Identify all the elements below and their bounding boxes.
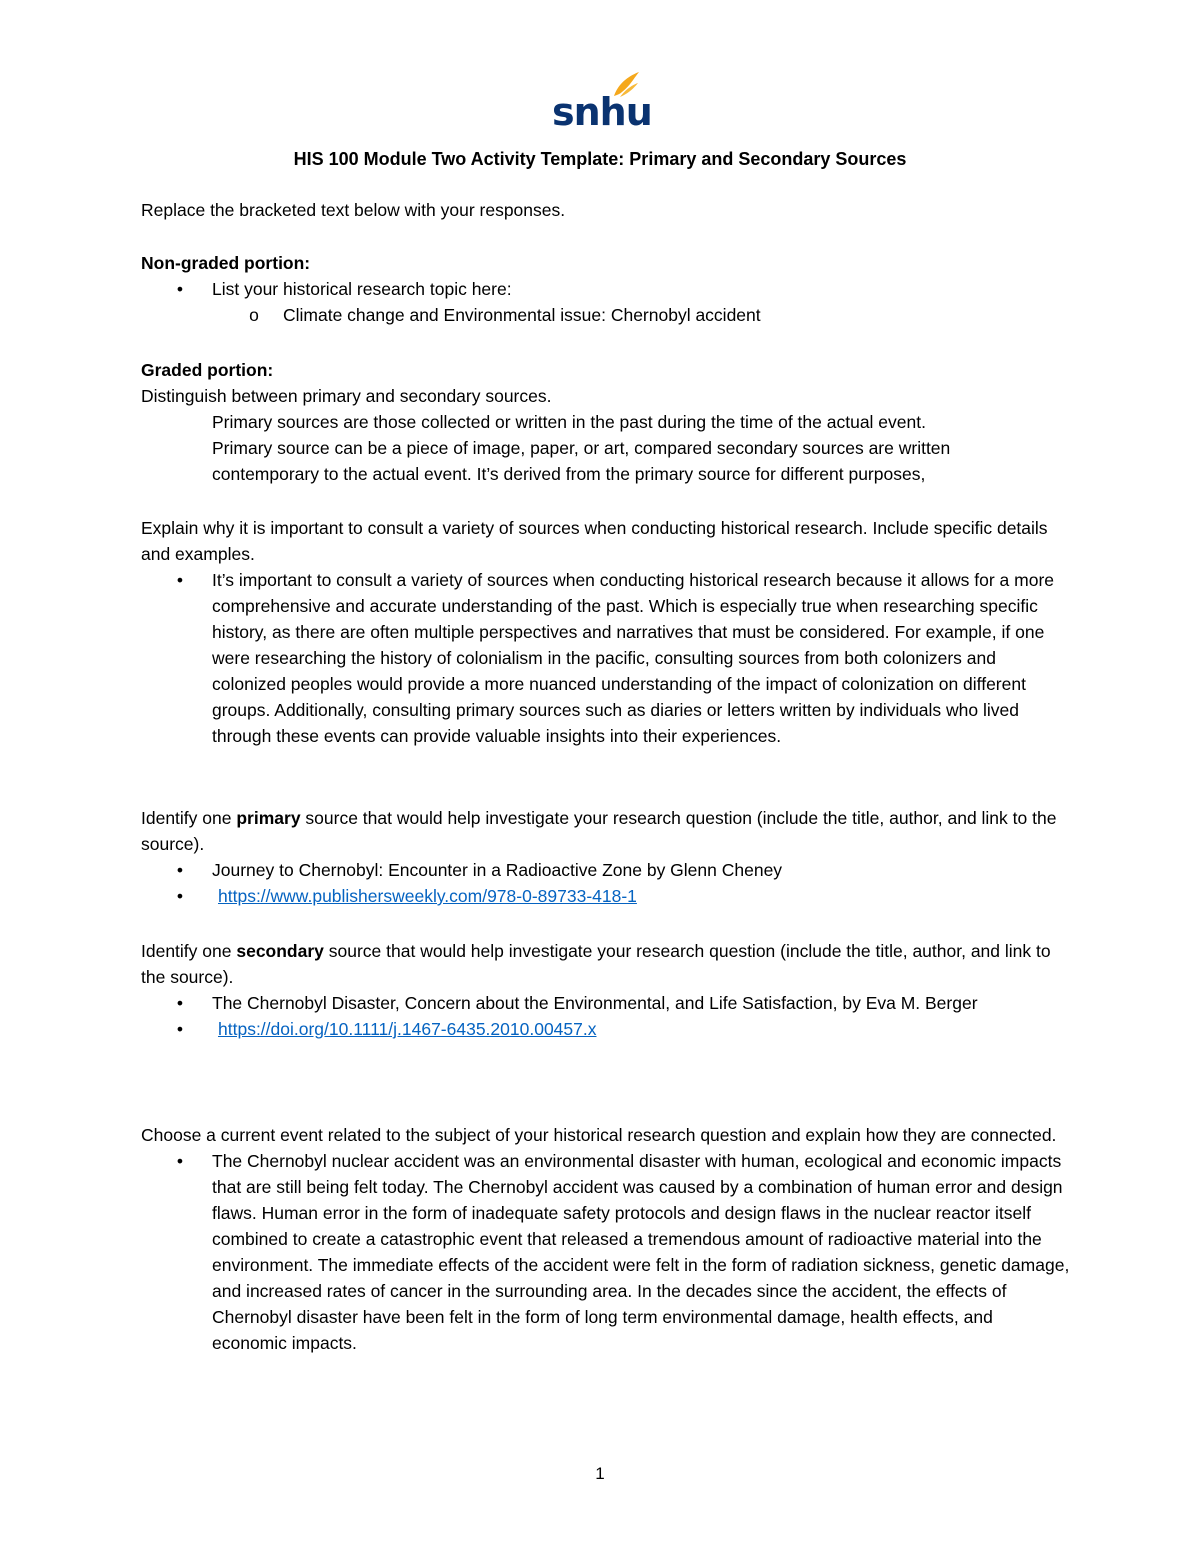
- secondary-prompt-start: Identify one: [141, 941, 237, 961]
- secondary-source-link[interactable]: https://doi.org/10.1111/j.1467-6435.2010.00457.x: [218, 1019, 597, 1039]
- sub-bullet-icon: o: [249, 305, 259, 325]
- variety-answer: It’s important to consult a variety of sources when conducting historical research because it allows for a more comprehensive and accurate understanding of the past. Which is especially true when researching specific history, as there are often multiple perspectives and narratives that must be considered. For example, if one were researching the history of colonialism in the pacific, consulting sources from both colonizers and colonized peoples would provide a more nuanced understanding of the impact of colonization on different groups. Additionally, consulting primary sources such as diaries or letters written by individuals who lived through these events can provide valuable insights into their experiences.: [212, 570, 1055, 746]
- distinguish-answer-line: Primary sources are those collected or written in the past during the time of the actual event.: [212, 412, 926, 432]
- intro-paragraph: [141, 197, 1071, 223]
- logo-wordmark: snhu: [552, 90, 652, 134]
- page-number: 1: [595, 1464, 605, 1483]
- sub-list-item: [141, 302, 1071, 328]
- intro-text: Replace the bracketed text below with your responses.: [141, 200, 566, 220]
- primary-source-section: [141, 805, 1071, 909]
- distinguish-prompt: Distinguish between primary and secondary sources.: [141, 386, 552, 406]
- distinguish-answer-line: Primary source can be a piece of image, paper, or art, compared secondary sources are written: [212, 438, 951, 458]
- secondary-source-title: The Chernobyl Disaster, Concern about the Environmental, and Life Satisfaction, by Eva M. Berger: [212, 993, 978, 1013]
- bullet-icon: •: [176, 1151, 184, 1171]
- list-item: [141, 1016, 1071, 1042]
- bullet-icon: •: [176, 860, 184, 880]
- current-event-answer: The Chernobyl nuclear accident was an environmental disaster with human, ecological and economic impacts that are still being felt today. The Chernobyl accident was caused by a combination of human error and design flaws. Human error in the form of inadequate safety protocols and design flaws in the nuclear reactor itself combined to create a catastrophic event that released a tremendous amount of radioactive material into the environment. The immediate effects of the accident were felt in the form of radiation sickness, genetic damage, and increased rates of cancer in the surrounding area. In the decades since the accident, the effects of Chernobyl disaster have been felt in the form of long term environmental damage, health effects, and economic impacts.: [212, 1151, 1070, 1353]
- primary-source-title: Journey to Chernobyl: Encounter in a Radioactive Zone by Glenn Cheney: [212, 860, 783, 880]
- bullet-icon: •: [176, 1019, 184, 1039]
- topic-prompt: List your historical research topic here:: [212, 279, 512, 299]
- research-topic: Climate change and Environmental issue: Chernobyl accident: [283, 305, 761, 325]
- primary-source-link[interactable]: https://www.publishersweekly.com/978-0-89733-418-1: [218, 886, 637, 906]
- document-title: HIS 100 Module Two Activity Template: Primary and Secondary Sources: [293, 149, 907, 169]
- current-event-section: [141, 1122, 1071, 1356]
- secondary-prompt-bold: secondary: [236, 941, 324, 961]
- non-graded-heading: Non-graded portion:: [141, 253, 311, 273]
- list-item: [141, 567, 1071, 749]
- primary-list: [141, 857, 1071, 909]
- primary-prompt-bold: primary: [236, 808, 301, 828]
- secondary-source-section: [141, 938, 1071, 1042]
- graded-heading: Graded portion:: [141, 360, 274, 380]
- primary-prompt: [141, 805, 1071, 857]
- bullet-icon: •: [176, 993, 184, 1013]
- primary-prompt-end: source that would help investigate your research question (include the title, author, and link to the source).: [141, 808, 1057, 854]
- list-item: [141, 276, 1071, 302]
- snhu-logo: [552, 70, 652, 134]
- bullet-icon: •: [176, 279, 184, 299]
- variety-section: [141, 515, 1071, 749]
- current-event-list: [141, 1148, 1071, 1356]
- graded-section: [141, 357, 1071, 487]
- list-item: [141, 883, 1071, 909]
- primary-prompt-start: Identify one: [141, 808, 237, 828]
- bullet-icon: •: [176, 886, 184, 906]
- non-graded-list: [141, 276, 1071, 302]
- list-item: [141, 1148, 1071, 1356]
- bullet-icon: •: [176, 570, 184, 590]
- variety-prompt: Explain why it is important to consult a variety of sources when conducting historical research. Include specific details and examples.: [141, 518, 1048, 564]
- list-item: [141, 857, 1071, 883]
- non-graded-section: [141, 250, 1071, 328]
- secondary-list: [141, 990, 1071, 1042]
- variety-list: [141, 567, 1071, 749]
- list-item: [141, 990, 1071, 1016]
- distinguish-answer-line: contemporary to the actual event. It’s derived from the primary source for different purposes,: [212, 464, 926, 484]
- secondary-prompt: [141, 938, 1071, 990]
- secondary-prompt-end: source that would help investigate your research question (include the title, author, and link to the source).: [141, 941, 1051, 987]
- current-event-prompt: Choose a current event related to the subject of your historical research question and explain how they are connected.: [141, 1125, 1057, 1145]
